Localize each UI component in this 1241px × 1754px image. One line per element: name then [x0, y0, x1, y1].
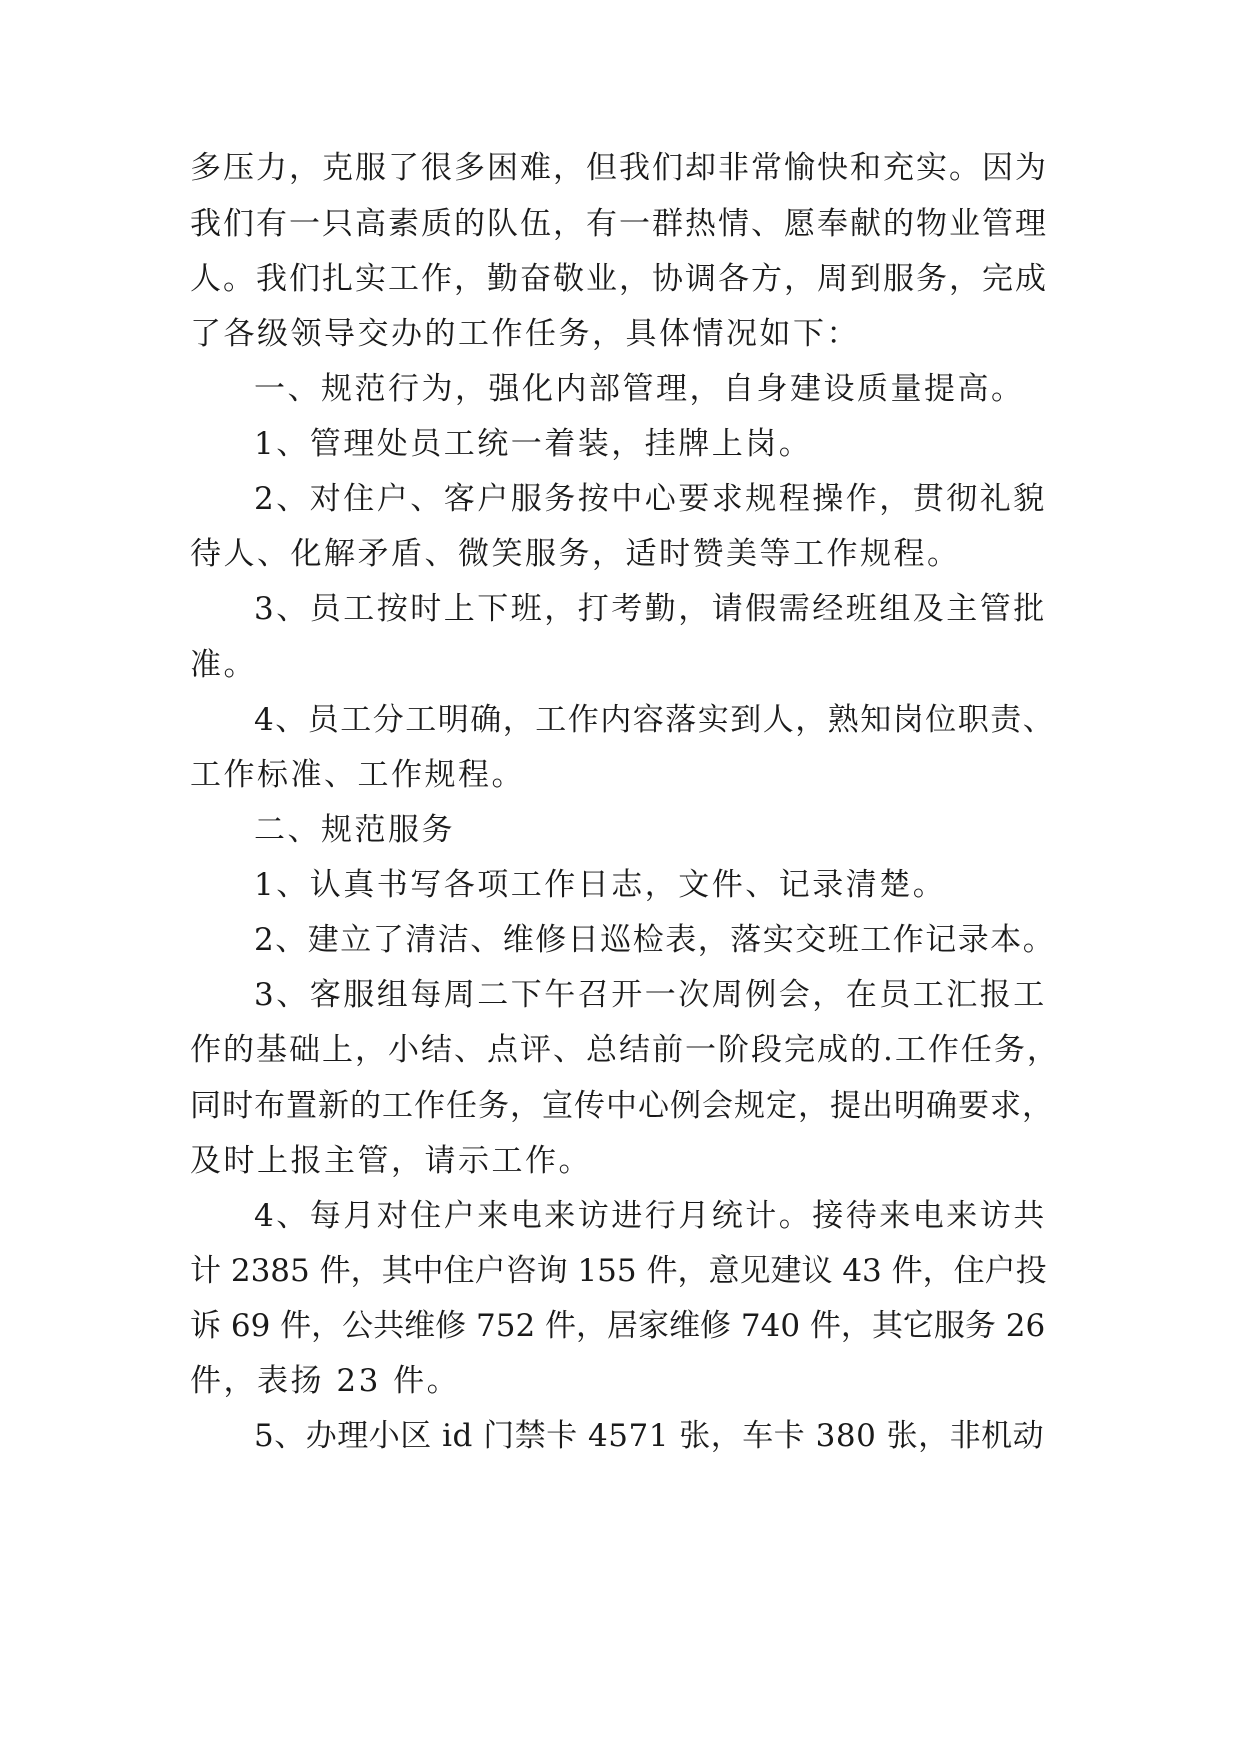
text-line: 及时上报主管，请示工作。 — [190, 1143, 592, 1179]
text-line: 3、员工按时上下班，打考勤，请假需经班组及主管批 — [254, 591, 1047, 627]
text-line: 4、员工分工明确，工作内容落实到人，熟知岗位职责、 — [254, 702, 1056, 738]
text-line: 4、每月对住户来电来访进行月统计。接待来电来访共 — [254, 1198, 1047, 1234]
text-line: 2、对住户、客户服务按中心要求规程操作，贯彻礼貌 — [254, 481, 1047, 517]
section-heading: 一、规范行为，强化内部管理，自身建设质量提高。 — [254, 371, 1025, 407]
text-line: 诉 69 件，公共维修 752 件，居家维修 740 件，其它服务 26 — [190, 1308, 1046, 1344]
section-heading: 二、规范服务 — [254, 812, 455, 848]
text-line: 了各级领导交办的工作任务，具体情况如下： — [190, 316, 860, 352]
text-line: 5、办理小区 id 门禁卡 4571 张，车卡 380 张，非机动 — [254, 1418, 1045, 1454]
text-line: 计 2385 件，其中住户咨询 155 件，意见建议 43 件，住户投 — [190, 1253, 1047, 1289]
text-line: 1、管理处员工统一着装，挂牌上岗。 — [254, 426, 813, 462]
text-line: 我们有一只高素质的队伍，有一群热情、愿奉献的物业管理 — [190, 206, 1048, 242]
text-line: 1、认真书写各项工作日志，文件、记录清楚。 — [254, 867, 947, 903]
text-line: 多压力，克服了很多困难，但我们却非常愉快和充实。因为 — [190, 150, 1048, 186]
text-line: 3、客服组每周二下午召开一次周例会，在员工汇报工 — [254, 977, 1047, 1013]
text-line: 准。 — [190, 647, 257, 683]
text-line: 2、建立了清洁、维修日巡检表，落实交班工作记录本。 — [254, 922, 1056, 958]
text-line: 件，表扬 23 件。 — [190, 1363, 461, 1399]
text-line: 同时布置新的工作任务，宣传中心例会规定，提出明确要求， — [190, 1088, 1054, 1124]
text-line: 人。我们扎实工作，勤奋敬业，协调各方，周到服务，完成 — [190, 261, 1048, 297]
text-line: 工作标准、工作规程。 — [190, 757, 525, 793]
text-line: 待人、化解矛盾、微笑服务，适时赞美等工作规程。 — [190, 536, 961, 572]
text-line: 作的基础上，小结、点评、总结前一阶段完成的.工作任务， — [190, 1032, 1060, 1068]
